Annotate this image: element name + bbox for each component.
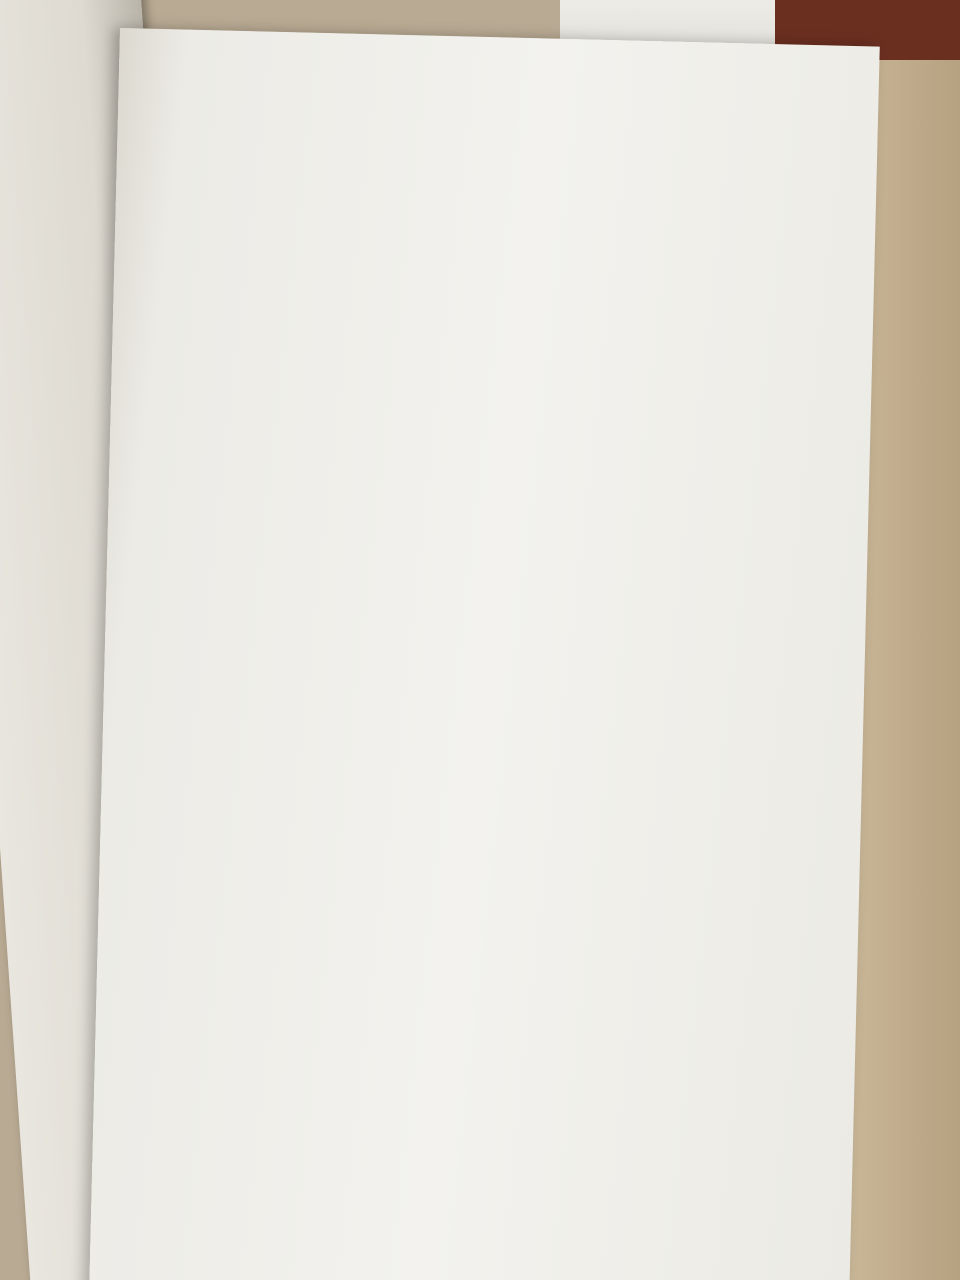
book-page: [88, 28, 880, 1280]
body-text: [126, 290, 744, 305]
footnote-block: [167, 69, 737, 83]
